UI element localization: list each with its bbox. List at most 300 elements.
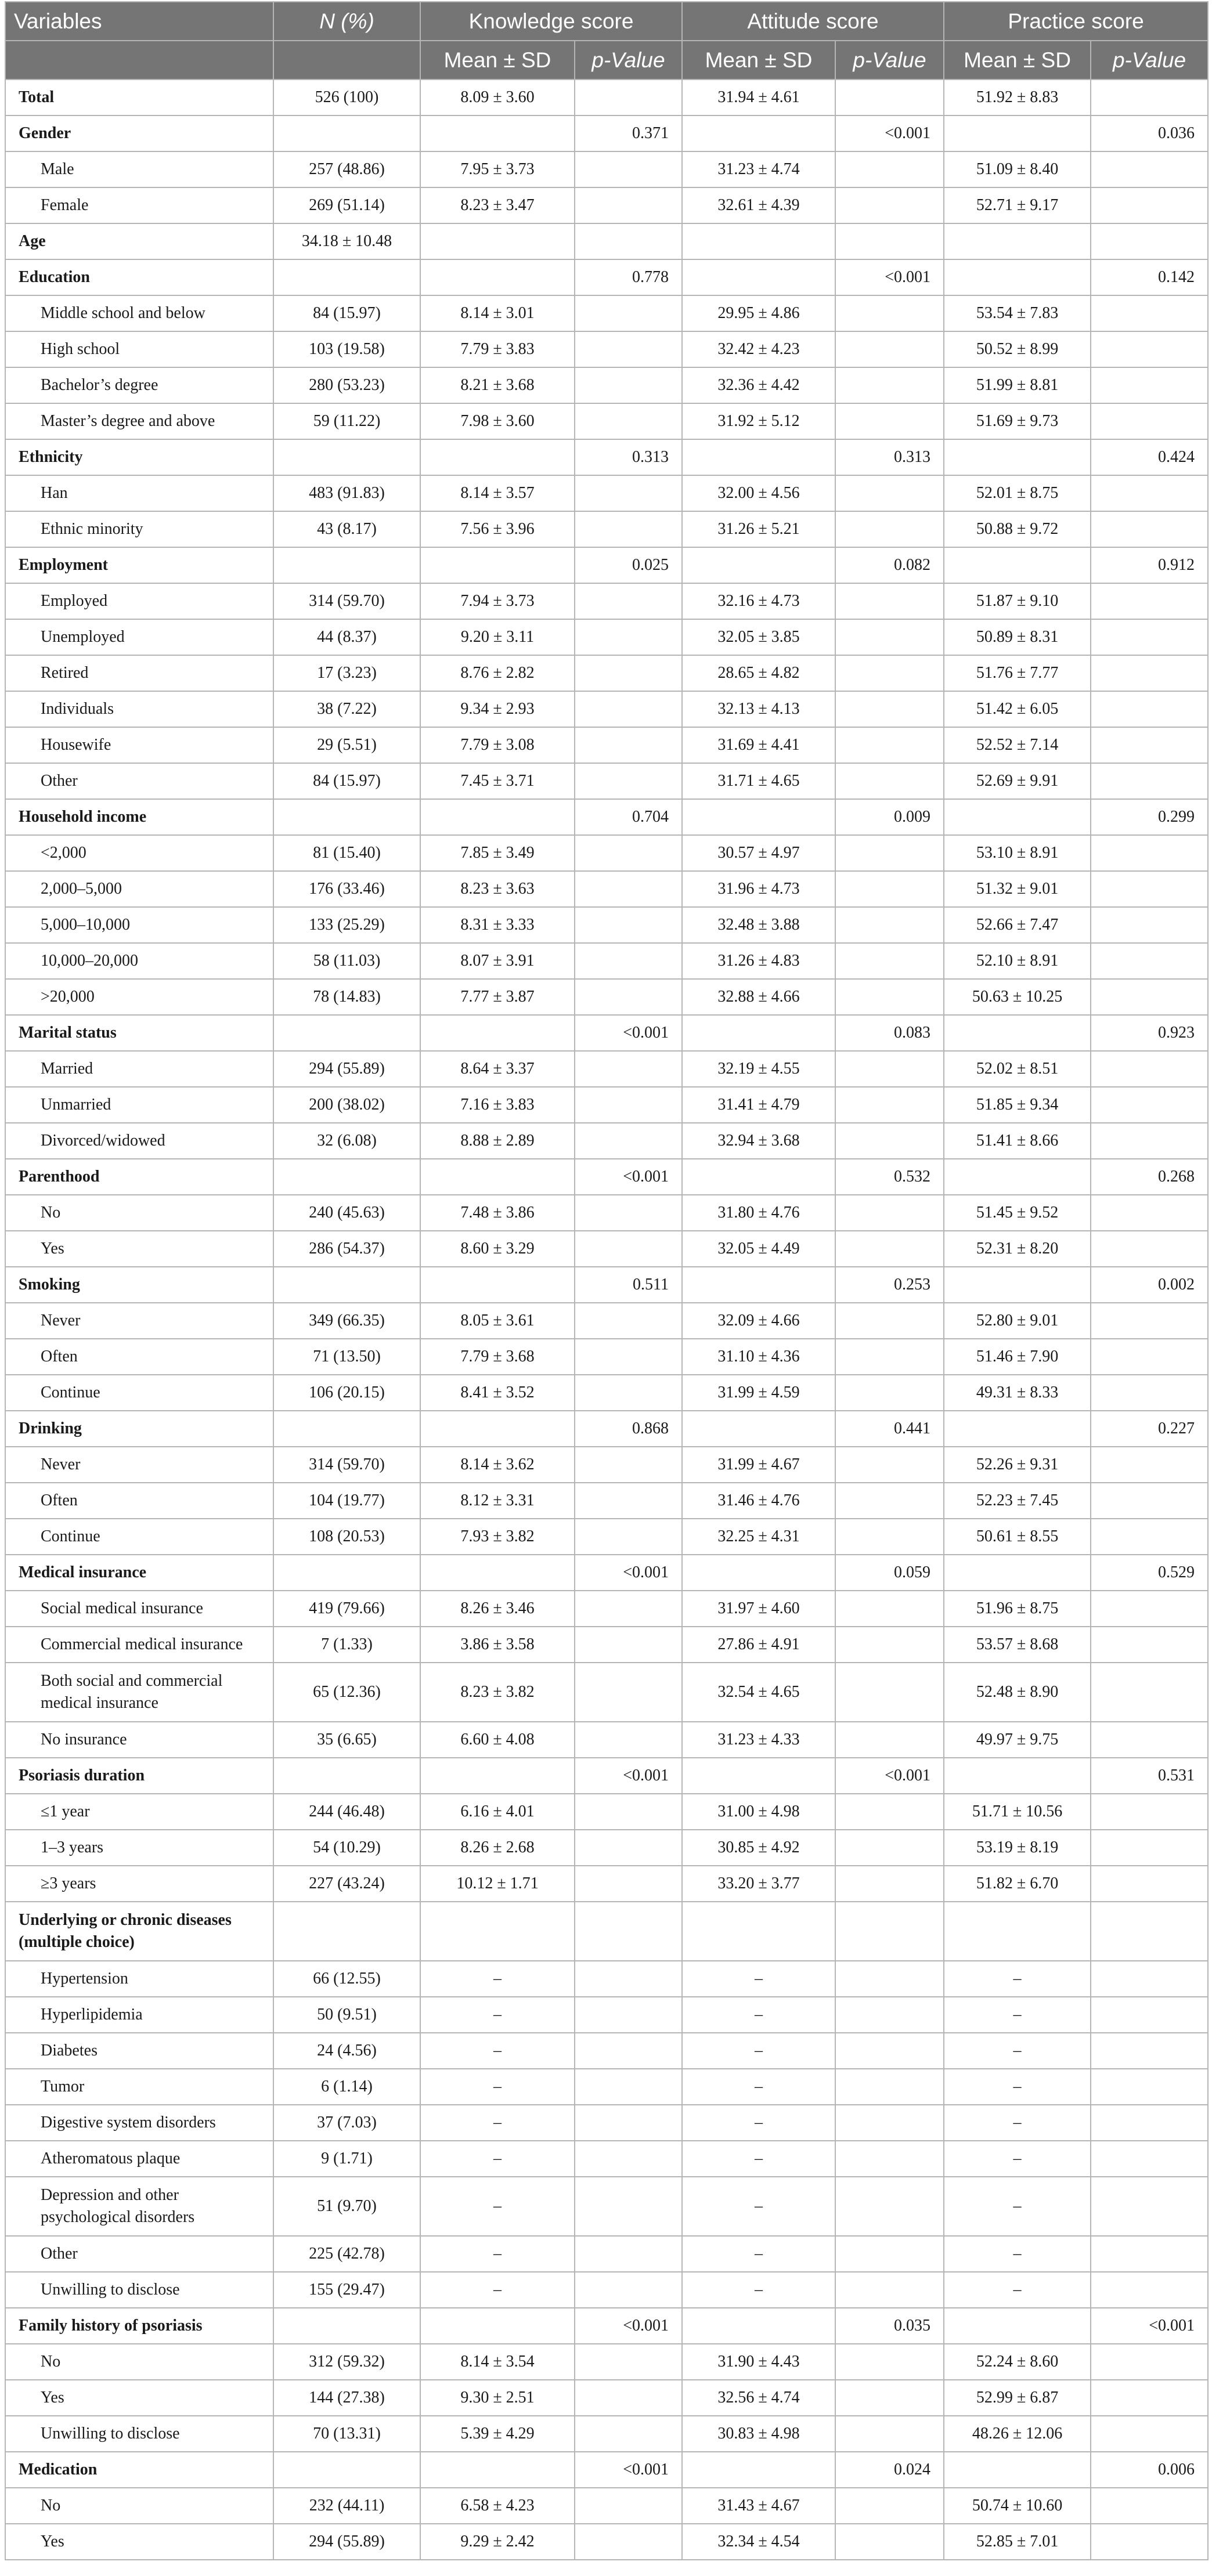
attitude-p-value-cell: [835, 1722, 944, 1758]
practice-mean-sd-cell: 52.85 ± 7.01: [944, 2524, 1091, 2560]
variable-label: Unmarried: [5, 1087, 273, 1123]
attitude-mean-sd-cell: 32.00 ± 4.56: [682, 475, 835, 511]
n-pct-cell: 419 (79.66): [273, 1591, 420, 1627]
variable-label: Continue: [5, 1375, 273, 1411]
practice-p-value-cell: [1091, 2344, 1208, 2380]
attitude-p-value-cell: [835, 979, 944, 1015]
attitude-p-value-cell: [835, 619, 944, 655]
practice-mean-sd-cell: 53.54 ± 7.83: [944, 295, 1091, 331]
table-row: [5, 331, 1208, 367]
n-pct-cell: 257 (48.86): [273, 151, 420, 187]
knowledge-p-value-cell: [575, 763, 682, 799]
attitude-mean-sd-cell: 32.61 ± 4.39: [682, 187, 835, 223]
table-group-row: [5, 115, 1208, 151]
table-row: [5, 2380, 1208, 2416]
practice-mean-sd-cell: 51.69 ± 9.73: [944, 403, 1091, 439]
practice-mean-sd-cell: 52.66 ± 7.47: [944, 907, 1091, 943]
practice-mean-sd-cell: 51.87 ± 9.10: [944, 583, 1091, 619]
attitude-p-value-cell: [835, 1483, 944, 1519]
knowledge-p-value-cell: [575, 1591, 682, 1627]
table-row: [5, 1375, 1208, 1411]
variable-label: 1–3 years: [5, 1830, 273, 1866]
attitude-p-value-cell: [835, 1519, 944, 1555]
knowledge-p-value-cell: [575, 1231, 682, 1267]
practice-p-value-cell: [1091, 223, 1208, 259]
knowledge-mean-sd-cell: 8.21 ± 3.68: [420, 367, 575, 403]
practice-p-value-cell: [1091, 907, 1208, 943]
attitude-mean-sd-cell: 31.26 ± 4.83: [682, 943, 835, 979]
results-table-container: [5, 1, 1207, 2560]
n-pct-cell: 84 (15.97): [273, 763, 420, 799]
knowledge-mean-sd-cell: [420, 1555, 575, 1591]
variable-label: Atheromatous plaque: [5, 2141, 273, 2177]
attitude-p-value-cell: 0.035: [835, 2308, 944, 2344]
n-pct-cell: 37 (7.03): [273, 2105, 420, 2141]
n-pct-cell: 133 (25.29): [273, 907, 420, 943]
variable-label: Never: [5, 1447, 273, 1483]
practice-p-value-cell: [1091, 1591, 1208, 1627]
n-pct-cell: 483 (91.83): [273, 475, 420, 511]
attitude-mean-sd-cell: 31.99 ± 4.59: [682, 1375, 835, 1411]
variable-label: Household income: [5, 799, 273, 835]
table-row: [5, 1519, 1208, 1555]
knowledge-mean-sd-cell: –: [420, 2236, 575, 2272]
table-group-row: [5, 547, 1208, 583]
table-header: [5, 2, 1208, 80]
practice-mean-sd-cell: [944, 1758, 1091, 1794]
n-pct-cell: 65 (12.36): [273, 1663, 420, 1722]
table-row: [5, 2344, 1208, 2380]
knowledge-p-value-cell: [575, 2416, 682, 2452]
attitude-mean-sd-cell: [682, 2308, 835, 2344]
practice-mean-sd-cell: –: [944, 2069, 1091, 2105]
n-pct-cell: 314 (59.70): [273, 1447, 420, 1483]
attitude-mean-sd-cell: [682, 1758, 835, 1794]
n-pct-cell: [273, 1555, 420, 1591]
n-pct-cell: 9 (1.71): [273, 2141, 420, 2177]
attitude-p-value-cell: [835, 943, 944, 979]
table-row: [5, 2272, 1208, 2308]
table-row: [5, 907, 1208, 943]
table-row: [5, 619, 1208, 655]
variable-label: Male: [5, 151, 273, 187]
header-n-pct-text: N (%): [319, 9, 374, 33]
attitude-p-value-cell: [835, 1303, 944, 1339]
table-row: [5, 1627, 1208, 1663]
attitude-mean-sd-cell: –: [682, 2177, 835, 2236]
variable-label: 5,000–10,000: [5, 907, 273, 943]
practice-mean-sd-cell: 51.32 ± 9.01: [944, 871, 1091, 907]
practice-mean-sd-cell: 53.10 ± 8.91: [944, 835, 1091, 871]
practice-mean-sd-cell: 50.88 ± 9.72: [944, 511, 1091, 547]
header-practice: Practice score: [944, 2, 1208, 41]
knowledge-p-value-cell: [575, 1087, 682, 1123]
header-attitude-mean-sd: Mean ± SD: [682, 41, 835, 80]
n-pct-cell: [273, 115, 420, 151]
attitude-mean-sd-cell: –: [682, 2105, 835, 2141]
table-row: [5, 583, 1208, 619]
n-pct-cell: 81 (15.40): [273, 835, 420, 871]
practice-mean-sd-cell: –: [944, 2177, 1091, 2236]
n-pct-cell: 244 (46.48): [273, 1794, 420, 1830]
knowledge-p-value-cell: [575, 1339, 682, 1375]
practice-p-value-cell: [1091, 1997, 1208, 2033]
knowledge-mean-sd-cell: 10.12 ± 1.71: [420, 1866, 575, 1902]
header-knowledge-mean-sd: Mean ± SD: [420, 41, 575, 80]
practice-mean-sd-cell: [944, 1015, 1091, 1051]
attitude-mean-sd-cell: 31.00 ± 4.98: [682, 1794, 835, 1830]
variable-label: Employed: [5, 583, 273, 619]
practice-p-value-cell: [1091, 1483, 1208, 1519]
knowledge-mean-sd-cell: [420, 1159, 575, 1195]
variable-label: Psoriasis duration: [5, 1758, 273, 1794]
knowledge-p-value-cell: [575, 727, 682, 763]
knowledge-p-value-cell: [575, 1961, 682, 1997]
table-row: [5, 943, 1208, 979]
attitude-mean-sd-cell: 31.97 ± 4.60: [682, 1591, 835, 1627]
header-attitude: Attitude score: [682, 2, 944, 41]
attitude-p-value-cell: [835, 2236, 944, 2272]
knowledge-p-value-cell: [575, 871, 682, 907]
knowledge-mean-sd-cell: –: [420, 2141, 575, 2177]
practice-mean-sd-cell: –: [944, 2033, 1091, 2069]
n-pct-cell: 200 (38.02): [273, 1087, 420, 1123]
variable-label: Often: [5, 1483, 273, 1519]
n-pct-cell: 286 (54.37): [273, 1231, 420, 1267]
knowledge-mean-sd-cell: 6.16 ± 4.01: [420, 1794, 575, 1830]
knowledge-p-value-cell: [575, 223, 682, 259]
table-row: [5, 1231, 1208, 1267]
header-row-2: [5, 41, 1208, 80]
attitude-p-value-cell: [835, 475, 944, 511]
practice-mean-sd-cell: [944, 439, 1091, 475]
table-body: [5, 80, 1208, 2560]
practice-p-value-cell: [1091, 403, 1208, 439]
knowledge-mean-sd-cell: 8.07 ± 3.91: [420, 943, 575, 979]
attitude-mean-sd-cell: –: [682, 2272, 835, 2308]
knowledge-p-value-cell: [575, 151, 682, 187]
attitude-mean-sd-cell: 31.23 ± 4.33: [682, 1722, 835, 1758]
practice-mean-sd-cell: 50.52 ± 8.99: [944, 331, 1091, 367]
practice-p-value-cell: [1091, 1339, 1208, 1375]
table-row: [5, 835, 1208, 871]
practice-p-value-cell: 0.912: [1091, 547, 1208, 583]
attitude-p-value-cell: [835, 2416, 944, 2452]
attitude-mean-sd-cell: –: [682, 2069, 835, 2105]
practice-mean-sd-cell: 51.09 ± 8.40: [944, 151, 1091, 187]
knowledge-p-value-cell: 0.511: [575, 1267, 682, 1303]
n-pct-cell: 50 (9.51): [273, 1997, 420, 2033]
variable-label: Education: [5, 259, 273, 295]
header-knowledge-p-value-text: p-Value: [591, 48, 665, 72]
n-pct-cell: 34.18 ± 10.48: [273, 223, 420, 259]
practice-mean-sd-cell: 52.69 ± 9.91: [944, 763, 1091, 799]
variable-label: Total: [5, 80, 273, 115]
knowledge-p-value-cell: [575, 1483, 682, 1519]
attitude-mean-sd-cell: 32.25 ± 4.31: [682, 1519, 835, 1555]
header-blank-n: [273, 41, 420, 80]
table-group-row: [5, 1015, 1208, 1051]
knowledge-mean-sd-cell: [420, 259, 575, 295]
knowledge-p-value-cell: [575, 1303, 682, 1339]
knowledge-p-value-cell: [575, 80, 682, 115]
practice-p-value-cell: [1091, 1663, 1208, 1722]
knowledge-p-value-cell: [575, 2488, 682, 2524]
table-row: [5, 1447, 1208, 1483]
attitude-mean-sd-cell: [682, 259, 835, 295]
practice-p-value-cell: [1091, 2524, 1208, 2560]
n-pct-cell: 54 (10.29): [273, 1830, 420, 1866]
variable-label: Master’s degree and above: [5, 403, 273, 439]
variable-label: 10,000–20,000: [5, 943, 273, 979]
knowledge-mean-sd-cell: 8.23 ± 3.47: [420, 187, 575, 223]
knowledge-mean-sd-cell: 8.26 ± 2.68: [420, 1830, 575, 1866]
knowledge-p-value-cell: [575, 907, 682, 943]
knowledge-p-value-cell: [575, 2380, 682, 2416]
table-row: [5, 1303, 1208, 1339]
practice-mean-sd-cell: –: [944, 2105, 1091, 2141]
n-pct-cell: 35 (6.65): [273, 1722, 420, 1758]
variable-label: Individuals: [5, 691, 273, 727]
practice-p-value-cell: [1091, 1195, 1208, 1231]
table-row: [5, 1663, 1208, 1722]
knowledge-mean-sd-cell: [420, 799, 575, 835]
attitude-p-value-cell: [835, 763, 944, 799]
variable-label: High school: [5, 331, 273, 367]
attitude-p-value-cell: <0.001: [835, 115, 944, 151]
attitude-mean-sd-cell: 32.56 ± 4.74: [682, 2380, 835, 2416]
n-pct-cell: 314 (59.70): [273, 583, 420, 619]
attitude-p-value-cell: [835, 2105, 944, 2141]
practice-p-value-cell: [1091, 1902, 1208, 1961]
practice-p-value-cell: [1091, 475, 1208, 511]
knowledge-p-value-cell: [575, 1866, 682, 1902]
practice-p-value-cell: 0.424: [1091, 439, 1208, 475]
table-row: [5, 2177, 1208, 2236]
variable-label: Married: [5, 1051, 273, 1087]
practice-mean-sd-cell: 53.57 ± 8.68: [944, 1627, 1091, 1663]
practice-mean-sd-cell: [944, 1411, 1091, 1447]
header-practice-p-value: [1091, 41, 1208, 80]
practice-mean-sd-cell: [944, 259, 1091, 295]
practice-p-value-cell: 0.531: [1091, 1758, 1208, 1794]
variable-label: Bachelor’s degree: [5, 367, 273, 403]
attitude-p-value-cell: 0.532: [835, 1159, 944, 1195]
n-pct-cell: 66 (12.55): [273, 1961, 420, 1997]
attitude-p-value-cell: [835, 1231, 944, 1267]
variable-label: No: [5, 2344, 273, 2380]
attitude-p-value-cell: [835, 1866, 944, 1902]
attitude-p-value-cell: [835, 1830, 944, 1866]
knowledge-p-value-cell: [575, 2033, 682, 2069]
practice-p-value-cell: [1091, 187, 1208, 223]
attitude-mean-sd-cell: 31.96 ± 4.73: [682, 871, 835, 907]
knowledge-mean-sd-cell: –: [420, 1997, 575, 2033]
attitude-p-value-cell: [835, 583, 944, 619]
knowledge-mean-sd-cell: 7.95 ± 3.73: [420, 151, 575, 187]
practice-mean-sd-cell: 51.96 ± 8.75: [944, 1591, 1091, 1627]
knowledge-p-value-cell: <0.001: [575, 1555, 682, 1591]
header-practice-mean-sd: Mean ± SD: [944, 41, 1091, 80]
knowledge-p-value-cell: 0.704: [575, 799, 682, 835]
practice-mean-sd-cell: 52.31 ± 8.20: [944, 1231, 1091, 1267]
variable-label: No: [5, 2488, 273, 2524]
attitude-mean-sd-cell: [682, 1159, 835, 1195]
knowledge-p-value-cell: [575, 2236, 682, 2272]
n-pct-cell: 269 (51.14): [273, 187, 420, 223]
knowledge-p-value-cell: [575, 835, 682, 871]
n-pct-cell: 225 (42.78): [273, 2236, 420, 2272]
attitude-p-value-cell: [835, 1591, 944, 1627]
attitude-mean-sd-cell: [682, 1411, 835, 1447]
n-pct-cell: 84 (15.97): [273, 295, 420, 331]
practice-mean-sd-cell: [944, 1555, 1091, 1591]
attitude-mean-sd-cell: 31.41 ± 4.79: [682, 1087, 835, 1123]
attitude-mean-sd-cell: 29.95 ± 4.86: [682, 295, 835, 331]
knowledge-mean-sd-cell: [420, 1411, 575, 1447]
header-attitude-p-value-text: p-Value: [853, 48, 926, 72]
practice-p-value-cell: [1091, 331, 1208, 367]
table-row: [5, 2524, 1208, 2560]
table-group-row: [5, 223, 1208, 259]
knowledge-p-value-cell: <0.001: [575, 2308, 682, 2344]
practice-p-value-cell: [1091, 835, 1208, 871]
attitude-p-value-cell: [835, 871, 944, 907]
table-row: [5, 2236, 1208, 2272]
attitude-p-value-cell: [835, 331, 944, 367]
knowledge-p-value-cell: [575, 331, 682, 367]
attitude-mean-sd-cell: 32.34 ± 4.54: [682, 2524, 835, 2560]
kap-scores-table: [5, 1, 1209, 2560]
n-pct-cell: 58 (11.03): [273, 943, 420, 979]
practice-mean-sd-cell: 50.89 ± 8.31: [944, 619, 1091, 655]
variable-label: No: [5, 1195, 273, 1231]
n-pct-cell: [273, 2452, 420, 2488]
attitude-mean-sd-cell: –: [682, 1997, 835, 2033]
practice-mean-sd-cell: 52.26 ± 9.31: [944, 1447, 1091, 1483]
n-pct-cell: 176 (33.46): [273, 871, 420, 907]
attitude-mean-sd-cell: 27.86 ± 4.91: [682, 1627, 835, 1663]
practice-mean-sd-cell: –: [944, 2272, 1091, 2308]
knowledge-mean-sd-cell: 8.31 ± 3.33: [420, 907, 575, 943]
attitude-mean-sd-cell: 30.83 ± 4.98: [682, 2416, 835, 2452]
knowledge-mean-sd-cell: –: [420, 1961, 575, 1997]
attitude-p-value-cell: [835, 2380, 944, 2416]
knowledge-p-value-cell: [575, 691, 682, 727]
attitude-p-value-cell: [835, 511, 944, 547]
practice-p-value-cell: 0.923: [1091, 1015, 1208, 1051]
variable-label: Housewife: [5, 727, 273, 763]
knowledge-p-value-cell: [575, 1519, 682, 1555]
n-pct-cell: [273, 1015, 420, 1051]
attitude-p-value-cell: [835, 2488, 944, 2524]
knowledge-mean-sd-cell: 7.56 ± 3.96: [420, 511, 575, 547]
knowledge-p-value-cell: [575, 1902, 682, 1961]
attitude-mean-sd-cell: 31.26 ± 5.21: [682, 511, 835, 547]
variable-label: Hypertension: [5, 1961, 273, 1997]
n-pct-cell: 38 (7.22): [273, 691, 420, 727]
attitude-p-value-cell: [835, 2141, 944, 2177]
practice-p-value-cell: [1091, 2272, 1208, 2308]
practice-mean-sd-cell: [944, 799, 1091, 835]
knowledge-mean-sd-cell: [420, 2308, 575, 2344]
attitude-mean-sd-cell: 30.57 ± 4.97: [682, 835, 835, 871]
attitude-p-value-cell: [835, 1794, 944, 1830]
table-row: [5, 2069, 1208, 2105]
n-pct-cell: 232 (44.11): [273, 2488, 420, 2524]
n-pct-cell: 59 (11.22): [273, 403, 420, 439]
knowledge-p-value-cell: <0.001: [575, 2452, 682, 2488]
knowledge-mean-sd-cell: 7.98 ± 3.60: [420, 403, 575, 439]
knowledge-p-value-cell: [575, 1627, 682, 1663]
knowledge-mean-sd-cell: –: [420, 2177, 575, 2236]
knowledge-p-value-cell: [575, 475, 682, 511]
knowledge-mean-sd-cell: 7.45 ± 3.71: [420, 763, 575, 799]
attitude-p-value-cell: [835, 1051, 944, 1087]
header-variables: Variables: [5, 2, 273, 41]
knowledge-p-value-cell: [575, 511, 682, 547]
variable-label: Underlying or chronic diseases (multiple choice): [5, 1902, 273, 1961]
practice-p-value-cell: [1091, 943, 1208, 979]
n-pct-cell: 312 (59.32): [273, 2344, 420, 2380]
knowledge-mean-sd-cell: –: [420, 2069, 575, 2105]
practice-p-value-cell: <0.001: [1091, 2308, 1208, 2344]
n-pct-cell: 227 (43.24): [273, 1866, 420, 1902]
n-pct-cell: [273, 1159, 420, 1195]
knowledge-mean-sd-cell: 7.79 ± 3.68: [420, 1339, 575, 1375]
attitude-p-value-cell: [835, 1627, 944, 1663]
practice-mean-sd-cell: 52.10 ± 8.91: [944, 943, 1091, 979]
knowledge-mean-sd-cell: [420, 2452, 575, 2488]
variable-label: Age: [5, 223, 273, 259]
attitude-p-value-cell: [835, 187, 944, 223]
table-row: [5, 151, 1208, 187]
attitude-p-value-cell: [835, 1195, 944, 1231]
attitude-mean-sd-cell: 31.92 ± 5.12: [682, 403, 835, 439]
knowledge-p-value-cell: [575, 1375, 682, 1411]
practice-mean-sd-cell: 52.01 ± 8.75: [944, 475, 1091, 511]
knowledge-mean-sd-cell: 8.76 ± 2.82: [420, 655, 575, 691]
knowledge-mean-sd-cell: 7.94 ± 3.73: [420, 583, 575, 619]
knowledge-mean-sd-cell: 7.48 ± 3.86: [420, 1195, 575, 1231]
n-pct-cell: 280 (53.23): [273, 367, 420, 403]
variable-label: Continue: [5, 1519, 273, 1555]
variable-label: Digestive system disorders: [5, 2105, 273, 2141]
knowledge-mean-sd-cell: [420, 547, 575, 583]
n-pct-cell: 104 (19.77): [273, 1483, 420, 1519]
variable-label: Unwilling to disclose: [5, 2416, 273, 2452]
practice-p-value-cell: [1091, 2380, 1208, 2416]
variable-label: Diabetes: [5, 2033, 273, 2069]
attitude-p-value-cell: 0.024: [835, 2452, 944, 2488]
n-pct-cell: [273, 439, 420, 475]
practice-p-value-cell: [1091, 2177, 1208, 2236]
practice-mean-sd-cell: 51.85 ± 9.34: [944, 1087, 1091, 1123]
knowledge-p-value-cell: 0.371: [575, 115, 682, 151]
attitude-p-value-cell: 0.083: [835, 1015, 944, 1051]
n-pct-cell: 51 (9.70): [273, 2177, 420, 2236]
practice-mean-sd-cell: [944, 547, 1091, 583]
table-group-row: [5, 1411, 1208, 1447]
attitude-p-value-cell: 0.059: [835, 1555, 944, 1591]
practice-mean-sd-cell: 52.71 ± 9.17: [944, 187, 1091, 223]
attitude-mean-sd-cell: 32.54 ± 4.65: [682, 1663, 835, 1722]
practice-mean-sd-cell: 51.99 ± 8.81: [944, 367, 1091, 403]
knowledge-mean-sd-cell: –: [420, 2105, 575, 2141]
practice-p-value-cell: [1091, 2416, 1208, 2452]
knowledge-mean-sd-cell: [420, 223, 575, 259]
table-row: [5, 295, 1208, 331]
